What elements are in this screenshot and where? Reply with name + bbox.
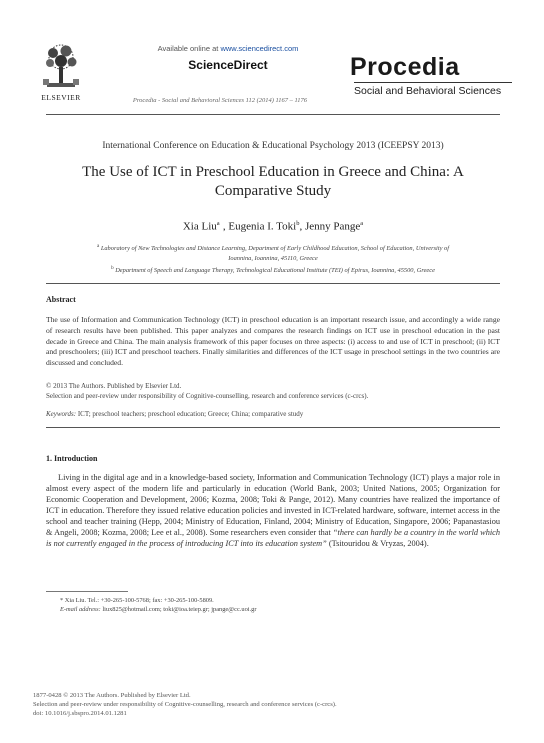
email-label: E-mail address: bbox=[60, 606, 101, 613]
affiliation-a-label: a bbox=[96, 244, 100, 249]
author-2: , Eugenia I. Toki bbox=[222, 220, 297, 233]
sciencedirect-logo: ScienceDirect bbox=[188, 58, 268, 72]
intro-text-b: (Tsitouridou & Vryzas, 2004). bbox=[326, 539, 429, 548]
keywords-label: Keywords: bbox=[46, 410, 77, 418]
affiliation-b-text: Department of Speech and Language Therapy, Technological Educational Institute (TEI) of Epirus, Ioannina, 45500, Greece bbox=[115, 267, 435, 275]
email-addresses: liux825@hotmail.com; toki@ioa.teiep.gr; jpange@cc.uoi.gr bbox=[100, 606, 257, 613]
affiliation-a-line-1: Laboratory of New Technologies and Distance Learning, Department of Early Childhood Education, School of Education, University of bbox=[100, 245, 450, 253]
peer-review-line: Selection and peer-review under responsibility of Cognitive-counselling, research and conference services (c-crcs). bbox=[46, 392, 369, 400]
footer-doi[interactable]: doi: 10.1016/j.sbspro.2014.01.1281 bbox=[33, 710, 127, 718]
abstract-text: The use of Information and Communication Technology (ICT) in preschool education is an important research issue, and accordingly a wide range of research results have been published. This paper analyzes and compares the research findings on ICT use in preschool education in the past decade in Greece and China. The main analysis framework of this paper focuses on three aspects: (i) access to and use of ICT in preschool; (ii) ICT and preschoolers; (iii) ICT and preschool teachers. Finally similarities and differences of the ICT usage in preschool settings in the two countries are discussed and concluded. bbox=[46, 315, 500, 368]
abstract-top-rule bbox=[46, 283, 500, 284]
footnote-email bbox=[60, 605, 490, 614]
footnote-rule bbox=[46, 591, 128, 592]
author-1: Xia Liu bbox=[182, 220, 217, 233]
introduction-paragraph bbox=[46, 472, 500, 549]
author-3: , Jenny Pange bbox=[299, 220, 361, 233]
available-online bbox=[128, 44, 328, 53]
footnote-contact: * Xia Liu. Tel.: +30-265-100-5768; fax: +30-265-100-5809. bbox=[60, 597, 214, 604]
elsevier-logo bbox=[33, 41, 89, 101]
introduction-heading: 1. Introduction bbox=[46, 454, 98, 463]
author-1-affiliation: a bbox=[216, 220, 220, 227]
keywords bbox=[46, 410, 500, 418]
page-footer bbox=[33, 691, 513, 719]
affiliation-a-line-2: Ioannina, Ioannina, 45110, Greece bbox=[228, 255, 318, 263]
affiliation-b bbox=[46, 264, 500, 276]
author-2-affiliation: b bbox=[296, 220, 300, 227]
intro-text-a: Living in the digital age and in a knowledge-based society, Information and Communication Technology (ICT) plays a major role in almost every aspect of the modern life and particularly in education (World Bank, 2003; United Nations, 2005; Organization for Economic Cooperation and Development, 2006; Kozma, 2008; Toki & Pange, 2012). Many countries have realized the importance of ICT in education. Therefore they issued relative education policies and invested in ICT-related hardware, software, internet access in the school and teacher training (Hepp, 2004; Ministry of Education, Finland, 2004; Ministry of Education, Singapore, 2006; Papanastasiou & Angeli, 2008; Kozma, 2008; Lee et al., 2008). Some researchers even consider that bbox=[46, 473, 500, 537]
intro-quote: “there can hardly be a country in the world which is not currently engaged in the process of introducing ICT into its education system” bbox=[46, 528, 500, 548]
abstract-heading: Abstract bbox=[46, 295, 76, 304]
keywords-list: ICT; preschool teachers; preschool education; Greece; China; comparative study bbox=[76, 410, 304, 418]
header-rule bbox=[46, 114, 500, 115]
abstract-bottom-rule bbox=[46, 427, 500, 428]
sciencedirect-link[interactable]: www.sciencedirect.com bbox=[220, 44, 299, 53]
copyright-line: © 2013 The Authors. Published by Elsevier Ltd. bbox=[46, 382, 182, 390]
footer-issn: 1877-0428 © 2013 The Authors. Published by Elsevier Ltd. bbox=[33, 692, 191, 699]
affiliation-b-label: b bbox=[111, 266, 114, 271]
paper-title-line-2: Comparative Study bbox=[214, 183, 332, 199]
paper-title bbox=[46, 163, 500, 201]
conference-name: International Conference on Education & Educational Psychology 2013 (ICEEPSY 2013) bbox=[102, 141, 444, 151]
author-list bbox=[46, 220, 500, 233]
available-prefix: Available online at bbox=[157, 44, 221, 53]
footnote bbox=[60, 596, 490, 614]
journal-citation: Procedia - Social and Behavioral Sciences 112 (2014) 1167 – 1176 bbox=[132, 97, 308, 104]
footer-peer-review: Selection and peer-review under responsibility of Cognitive-counselling, research and conference services (c-crcs). bbox=[33, 701, 337, 709]
corresponding-author-mark: * bbox=[219, 220, 223, 227]
elsevier-wordmark: ELSEVIER bbox=[41, 93, 81, 102]
affiliation-a bbox=[46, 242, 500, 264]
procedia-subtitle: Social and Behavioral Sciences bbox=[354, 82, 512, 97]
elsevier-tree-icon bbox=[33, 41, 89, 101]
author-3-affiliation: a bbox=[360, 220, 364, 227]
paper-title-line-1: The Use of ICT in Preschool Education in Greece and China: A bbox=[82, 164, 464, 180]
copyright-block bbox=[46, 381, 500, 401]
procedia-logo: Procedia bbox=[350, 53, 460, 81]
